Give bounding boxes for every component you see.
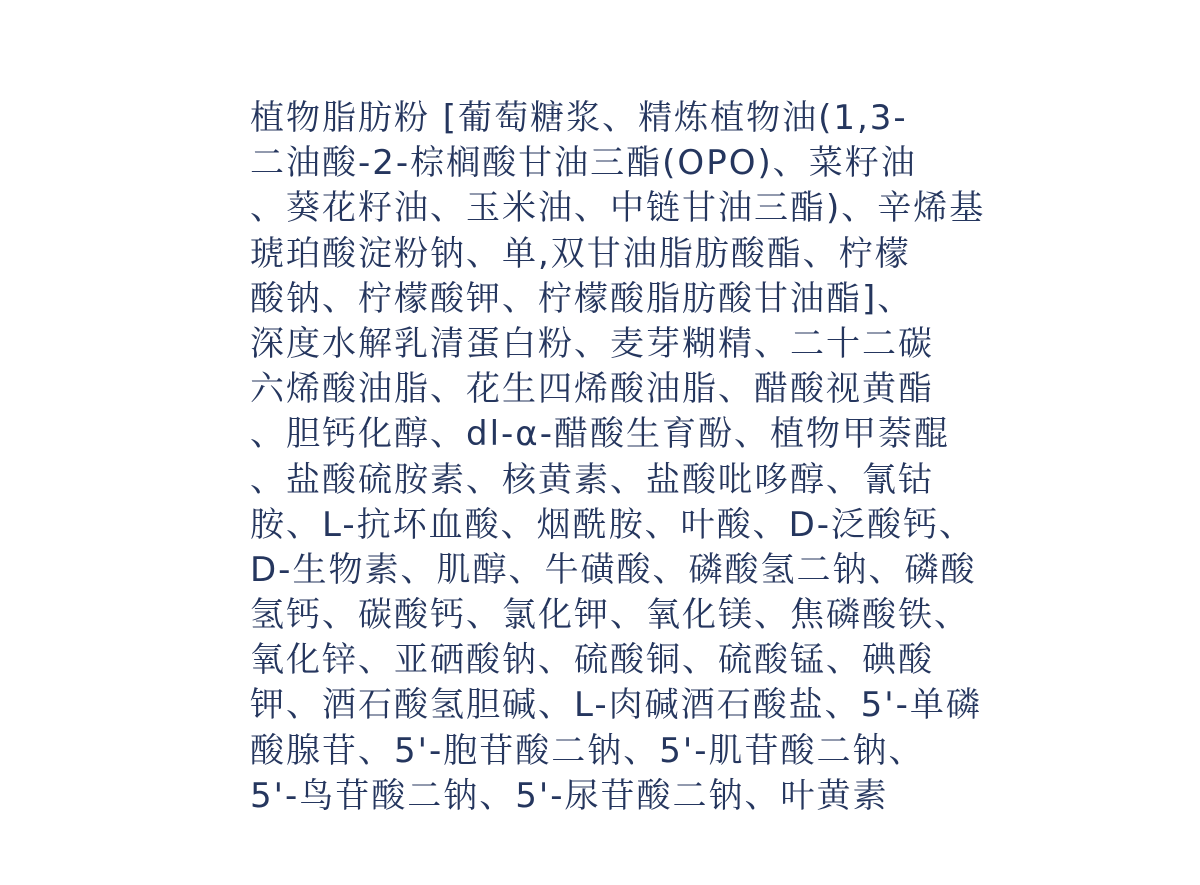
ingredients-line-6: 深度水解乳清蛋白粉、麦芽糊精、二十二碳 [250, 323, 934, 364]
ingredients-line-3: 、葵花籽油、玉米油、中链甘油三酯)、辛烯基 [250, 188, 986, 229]
ingredients-line-14: 钾、酒石酸氢胆碱、L-肉碱酒石酸盐、5'-单磷 [250, 685, 982, 726]
ingredients-line-9: 、盐酸硫胺素、核黄素、盐酸吡哆醇、氰钴 [250, 459, 934, 500]
ingredients-line-12: 氢钙、碳酸钙、氯化钾、氧化镁、焦磷酸铁、 [250, 595, 970, 636]
ingredients-line-15: 酸腺苷、5'-胞苷酸二钠、5'-肌苷酸二钠、 [250, 730, 925, 771]
ingredients-line-5: 酸钠、柠檬酸钾、柠檬酸脂肪酸甘油酯]、 [250, 278, 914, 319]
ingredients-line-11: D-生物素、肌醇、牛磺酸、磷酸氢二钠、磷酸 [250, 549, 977, 590]
ingredients-line-10: 胺、L-抗坏血酸、烟酰胺、叶酸、D-泛酸钙、 [250, 504, 976, 545]
ingredients-line-4: 琥珀酸淀粉钠、单,双甘油脂肪酸酯、柠檬 [250, 233, 911, 274]
ingredients-line-1: 植物脂肪粉 [葡萄糖浆、精炼植物油(1,3- [250, 98, 908, 138]
ingredients-line-7: 六烯酸油脂、花生四烯酸油脂、醋酸视黄酯 [250, 369, 934, 410]
ingredients-text [250, 96, 986, 819]
ingredients-line-16: 5'-鸟苷酸二钠、5'-尿苷酸二钠、叶黄素 [250, 775, 889, 816]
ingredients-line-2: 二油酸-2-棕榈酸甘油三酯(OPO)、菜籽油 [250, 143, 917, 184]
ingredients-line-13: 氧化锌、亚硒酸钠、硫酸铜、硫酸锰、碘酸 [250, 640, 934, 681]
ingredients-line-8: 、胆钙化醇、dl-α-醋酸生育酚、植物甲萘醌 [250, 414, 950, 455]
